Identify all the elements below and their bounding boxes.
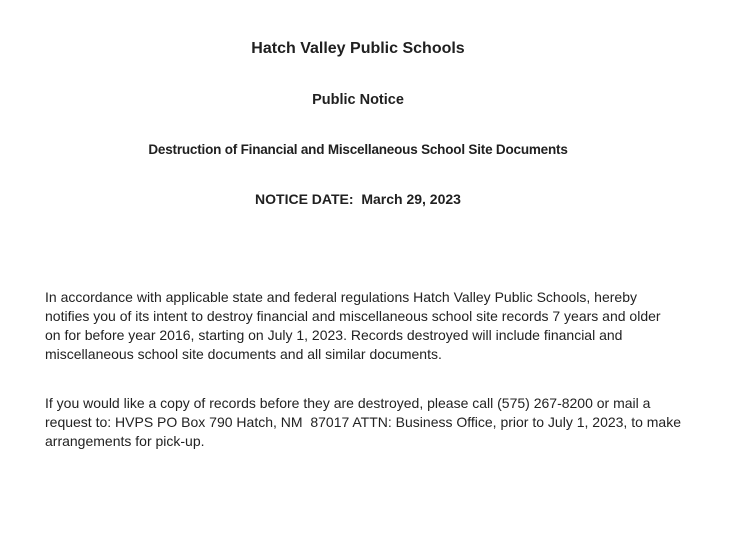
paragraph-line: request to: HVPS PO Box 790 Hatch, NM 87017 ATTN: Business Office, prior to July 1, 2023, to make [45,414,682,430]
notice-paragraph-intent [45,288,685,364]
paragraph-line: arrangements for pick-up. [45,433,205,449]
paragraph-line: In accordance with applicable state and federal regulations Hatch Valley Public Schools, hereby [45,289,637,305]
paragraph-line: notifies you of its intent to destroy financial and miscellaneous school site records 7 years and older [45,308,661,324]
paragraph-line: on for before year 2016, starting on July 1, 2023. Records destroyed will include financial and [45,327,623,343]
organization-title: Hatch Valley Public Schools [251,40,465,57]
notice-subject-heading: Destruction of Financial and Miscellaneous School Site Documents [148,142,568,157]
notice-type-heading: Public Notice [312,92,404,108]
notice-date-heading: NOTICE DATE: March 29, 2023 [255,191,461,207]
paragraph-line: miscellaneous school site documents and all similar documents. [45,346,442,362]
notice-paragraph-request [45,394,685,451]
paragraph-line: If you would like a copy of records before they are destroyed, please call (575) 267-8200 or mail a [45,395,651,411]
